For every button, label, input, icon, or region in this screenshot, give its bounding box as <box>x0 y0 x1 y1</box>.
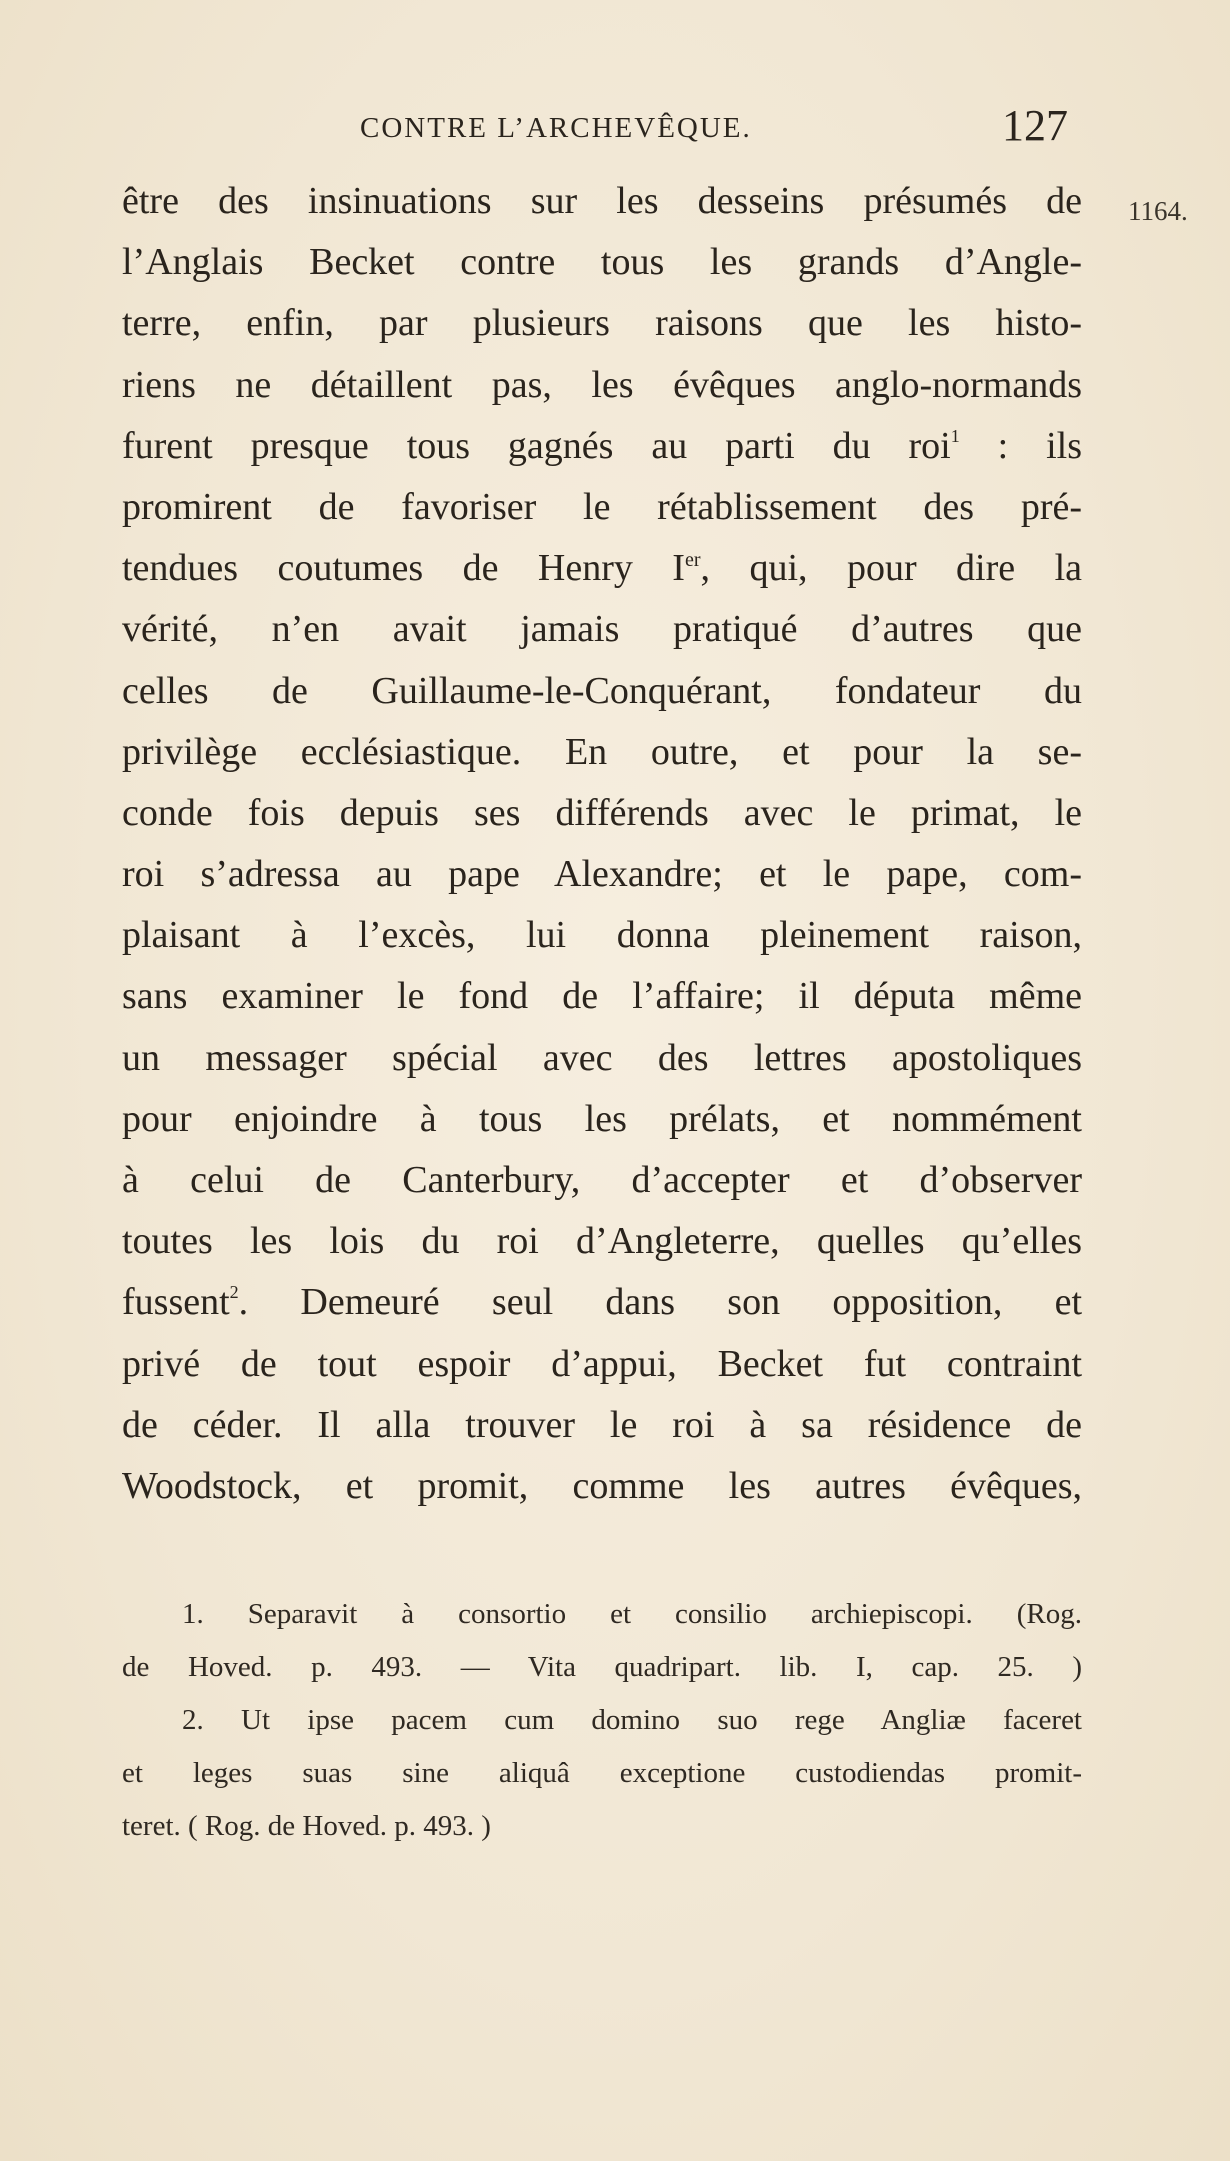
text-line <box>122 416 1082 477</box>
footnote-line: de Hoved. p. 493. — Vita quadripart. lib. I, cap. 25. ) <box>122 1651 1082 1683</box>
text-line: un messager spécial avec des lettres apostoliques <box>122 1036 1082 1079</box>
footnote-ref-2: 2 <box>229 1282 239 1303</box>
footnote-line: 2. Ut ipse pacem cum domino suo rege Angliæ faceret <box>182 1704 1082 1736</box>
footnote-line: teret. ( Rog. de Hoved. p. 493. ) <box>122 1810 491 1842</box>
text-line <box>122 538 1082 599</box>
text-line: roi s’adressa au pape Alexandre; et le pape, com- <box>122 853 1082 896</box>
running-head: CONTRE L’ARCHEVÊQUE. <box>360 112 752 144</box>
text-line: sans examiner le fond de l’affaire; il députa même <box>122 975 1082 1018</box>
footnote-ref-1: 1 <box>950 425 960 446</box>
text-line: plaisant à l’excès, lui donna pleinement raison, <box>122 914 1082 957</box>
page-number: 127 <box>1002 101 1068 150</box>
text-line: toutes les lois du roi d’Angleterre, quelles qu’elles <box>122 1220 1082 1263</box>
text-line: riens ne détaillent pas, les évêques anglo-normands <box>122 363 1082 406</box>
body-text <box>122 171 1082 1517</box>
text-line: à celui de Canterbury, d’accepter et d’observer <box>122 1159 1082 1201</box>
text-line: celles de Guillaume-le-Conquérant, fondateur du <box>122 669 1082 712</box>
text-segment: , qui, pour dire la <box>700 547 1082 590</box>
text-line: de céder. Il alla trouver le roi à sa résidence de <box>122 1403 1082 1446</box>
footnote-line: 1. Separavit à consortio et consilio archiepiscopi. (Rog. <box>182 1598 1082 1630</box>
superscript-er: er <box>684 549 701 572</box>
text-line: pour enjoindre à tous les prélats, et nommément <box>122 1097 1082 1140</box>
footnote-line: et leges suas sine aliquâ exceptione custodiendas promit- <box>122 1757 1082 1789</box>
footnotes <box>122 1588 1082 1853</box>
text-line: l’Anglais Becket contre tous les grands d’Angle- <box>122 241 1082 284</box>
text-line: privilège ecclésiastique. En outre, et pour la se- <box>122 730 1082 773</box>
text-segment: fussent <box>122 1281 230 1324</box>
text-segment: . Demeuré seul dans son opposition, et <box>238 1281 1082 1324</box>
text-segment: : ils <box>959 424 1082 467</box>
text-line: être des insinuations sur les desseins présumés de <box>122 180 1082 222</box>
text-line <box>122 1272 1082 1333</box>
text-line: promirent de favoriser le rétablissement des pré- <box>122 485 1082 528</box>
text-line: Woodstock, et promit, comme les autres évêques, <box>122 1464 1082 1507</box>
text-segment: furent presque tous gagnés au parti du roi <box>122 424 951 467</box>
text-line: privé de tout espoir d’appui, Becket fut contraint <box>122 1342 1082 1385</box>
text-segment: tendues coutumes de Henry I <box>122 547 685 590</box>
margin-date-note: 1164. <box>1128 196 1188 226</box>
text-line: terre, enfin, par plusieurs raisons que les histo- <box>122 302 1082 345</box>
text-line: conde fois depuis ses différends avec le primat, le <box>122 791 1082 834</box>
text-line: vérité, n’en avait jamais pratiqué d’autres que <box>122 608 1082 651</box>
